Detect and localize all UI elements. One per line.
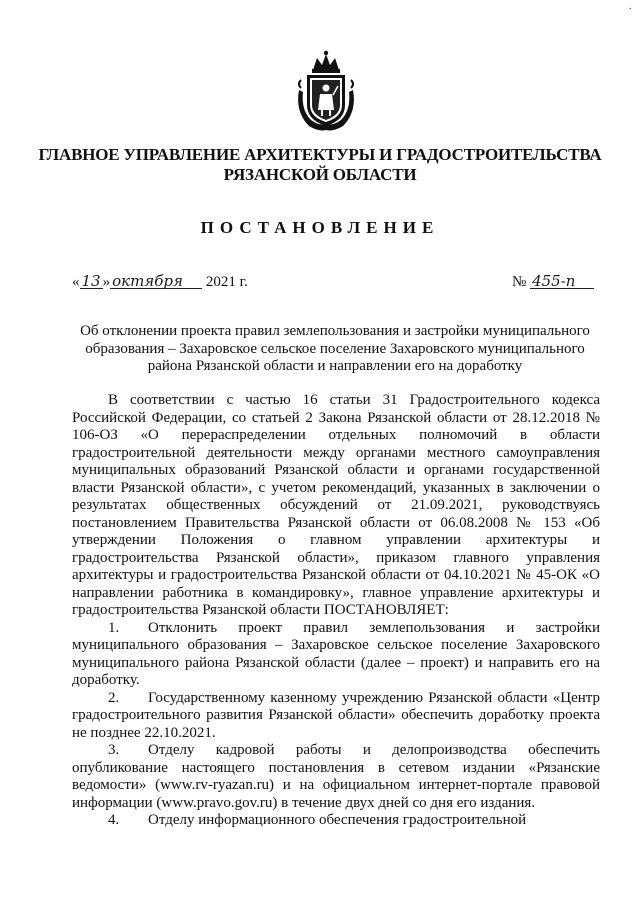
document-body: [72, 392, 600, 830]
agency-name-line1: ГЛАВНОЕ УПРАВЛЕНИЕ АРХИТЕКТУРЫ И ГРАДОСТРОИТЕЛЬСТВА: [38, 145, 602, 164]
date-year: 2021 г.: [205, 274, 248, 290]
list-item: [72, 812, 600, 830]
item-number: 2.: [108, 689, 120, 706]
list-item: [72, 690, 600, 743]
document-subject: Об отклонении проекта правил землепользования и застройки муниципального образования – Захаровское сельское поселение Захаровского муниципального района Рязанской области и направлении его на доработку: [80, 323, 590, 374]
item-number: 1.: [108, 619, 120, 636]
preamble-paragraph: В соответствии с частью 16 статьи 31 Градостроительного кодекса Российской Федерации, со статьей 2 Закона Рязанской области от 28.12.2018 № 106-ОЗ «О перераспределении отдельных полномочий в области градостроительной деятельности между органами местного самоуправления муниципальных образований Рязанской области и органами государственной власти Рязанской области», с учетом рекомендаций, указанных в заключении о результатах общественных обсуждений от 21.09.2021, руководствуясь постановлением Правительства Рязанской области от 06.08.2008 № 153 «Об утверждении Положения о главном управлении архитектуры и градостроительства Рязанской области», приказом главного управления архитектуры и градостроительства Рязанской области от 04.10.2021 № 45-ОК «О направлении работника в командировку», главное управление архитектуры и градостроительства Рязанской области ПОСТАНОВЛЯЕТ:: [72, 392, 600, 618]
date-close-quote: »: [102, 274, 111, 290]
corner-mark: ·: [628, 4, 632, 15]
item-text: Государственному казенному учреждению Рязанской области «Центр градостроительного развития Рязанской области» обеспечить доработку проекта не позднее 22.10.2021.: [72, 689, 600, 741]
item-text: Отклонить проект правил землепользования и застройки муниципального образования – Захаровское сельское поселение Захаровского муниципального района Рязанской области (далее – проект) и направить его на доработку.: [72, 619, 600, 688]
number-value: 455-п: [530, 274, 594, 289]
document-date: [72, 274, 248, 291]
document-type-title: ПОСТАНОВЛЕНИЕ: [200, 218, 440, 237]
item-number: 3.: [108, 742, 120, 758]
document-number: [512, 274, 594, 291]
item-text: Отделу информационного обеспечения градостроительной: [148, 812, 527, 828]
coat-of-arms-icon: [293, 50, 359, 134]
item-number: 4.: [108, 812, 120, 828]
agency-name-line2: РЯЗАНСКОЙ ОБЛАСТИ: [223, 165, 417, 184]
item-text: Отделу кадровой работы и делопроизводства обеспечить опубликование настоящего постановления в сетевом издании «Рязанские ведомости» (www.rv-ryazan.ru) и на официальном интернет-портале правовой информации (www.pravo.gov.ru) в течение двух дней со дня его издания.: [72, 742, 600, 811]
date-open-quote: «: [72, 274, 80, 290]
date-day: 13: [81, 272, 101, 290]
date-month: октября: [110, 274, 202, 289]
list-item: [72, 742, 600, 812]
number-prefix: №: [512, 274, 527, 290]
list-item: [72, 620, 600, 690]
